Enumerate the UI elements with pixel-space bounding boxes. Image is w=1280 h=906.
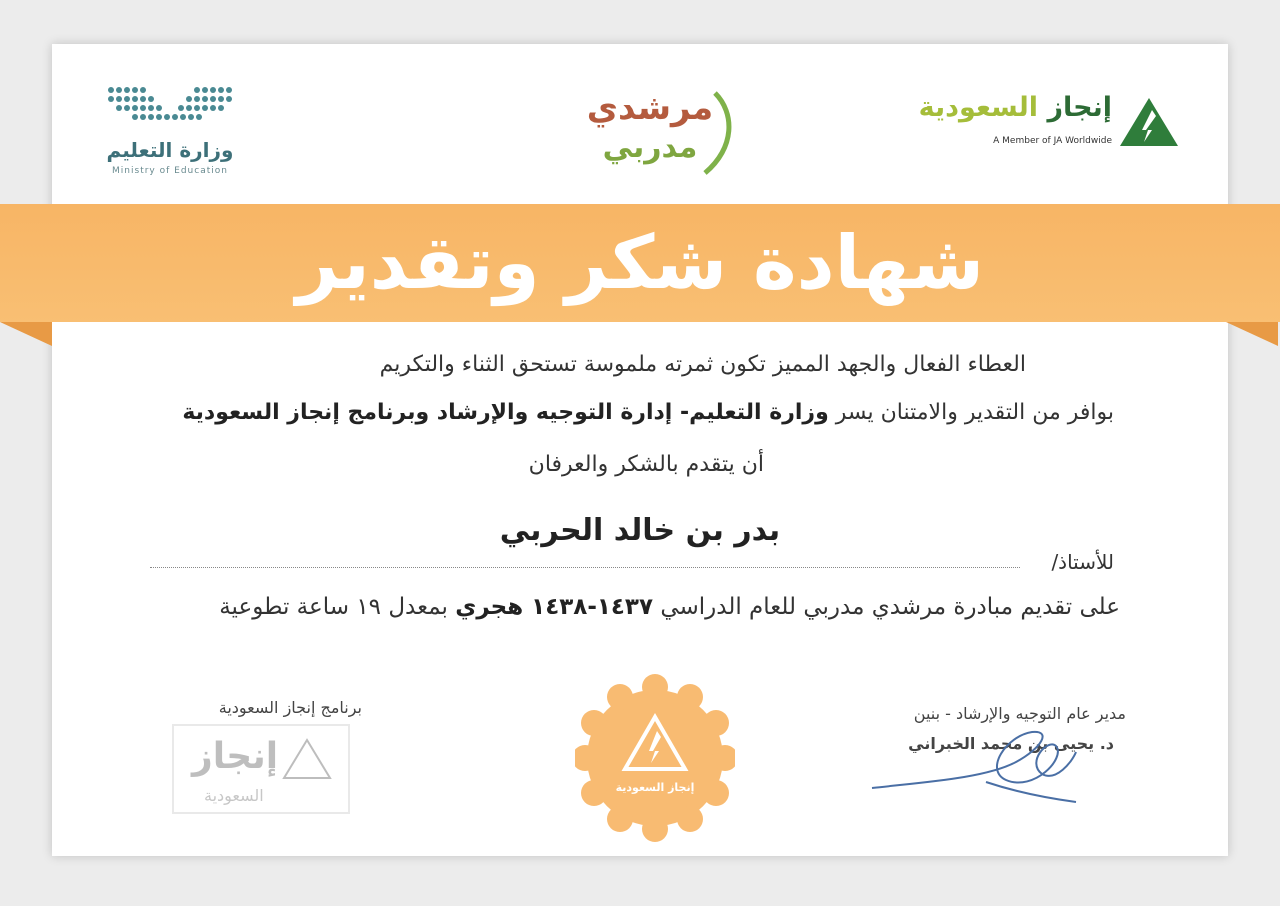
injaz-triangle-icon [1118, 96, 1180, 148]
injaz-logo [900, 92, 1180, 162]
seal-text: إنجاز السعودية [615, 781, 695, 794]
left-signature-label: برنامج إنجاز السعودية [218, 698, 362, 717]
body-line-5 [219, 594, 1120, 620]
center-logo-line2: مدربي [602, 130, 698, 165]
body-line-5-pre: على تقديم مبادرة مرشدي مدربي للعام الدراسي [660, 594, 1120, 620]
ministry-name-en: Ministry of Education [112, 166, 228, 176]
center-logo-line1: مرشدي [586, 88, 714, 128]
certificate-title: شهادة شكر وتقدير [295, 220, 985, 306]
stamp-text-2: السعودية [204, 786, 264, 805]
body-line-1: العطاء الفعال والجهد المميز تكون ثمرته ملموسة تستحق الثناء والتكريم [379, 352, 1026, 377]
injaz-seal [575, 673, 735, 843]
body-line-2 [182, 400, 1114, 425]
body-line-5-post: بمعدل ١٩ ساعة تطوعية [219, 594, 448, 620]
injaz-name-part2: السعودية [918, 92, 1039, 123]
right-signature-title: مدير عام التوجيه والإرشاد - بنين [913, 704, 1126, 723]
body-line-2-bold: وزارة التعليم- إدارة التوجيه والإرشاد وبرنامج إنجاز السعودية [182, 400, 829, 425]
stamp-text-1: إنجاز [192, 736, 279, 777]
recipient-underline [150, 567, 1020, 568]
ministry-logo [105, 84, 235, 184]
ribbon-fold-right [1222, 316, 1280, 356]
body-line-2-pre: بوافر من التقدير والامتنان يسر [835, 400, 1114, 425]
ministry-name-ar: وزارة التعليم [106, 138, 234, 162]
handwritten-signature [866, 722, 1086, 812]
injaz-stamp [172, 724, 350, 814]
ribbon-fold-left [0, 316, 60, 356]
body-line-3: أن يتقدم بالشكر والعرفان [528, 452, 764, 477]
injaz-name-part1: إنجاز [1047, 92, 1112, 123]
center-logo [575, 88, 735, 180]
injaz-tagline: A Member of JA Worldwide [993, 136, 1112, 146]
academic-year: ١٤٣٧-١٤٣٨ هجري [455, 594, 654, 620]
right-signature-name: د. يحيى بن محمد الخبراني [908, 734, 1114, 753]
recipient-name: بدر بن خالد الحربي [499, 513, 781, 548]
ministry-dots-icon [105, 84, 235, 128]
stamp-triangle-icon [282, 738, 332, 780]
recipient-label: للأستاذ/ [1051, 550, 1114, 574]
injaz-name [900, 92, 1112, 123]
